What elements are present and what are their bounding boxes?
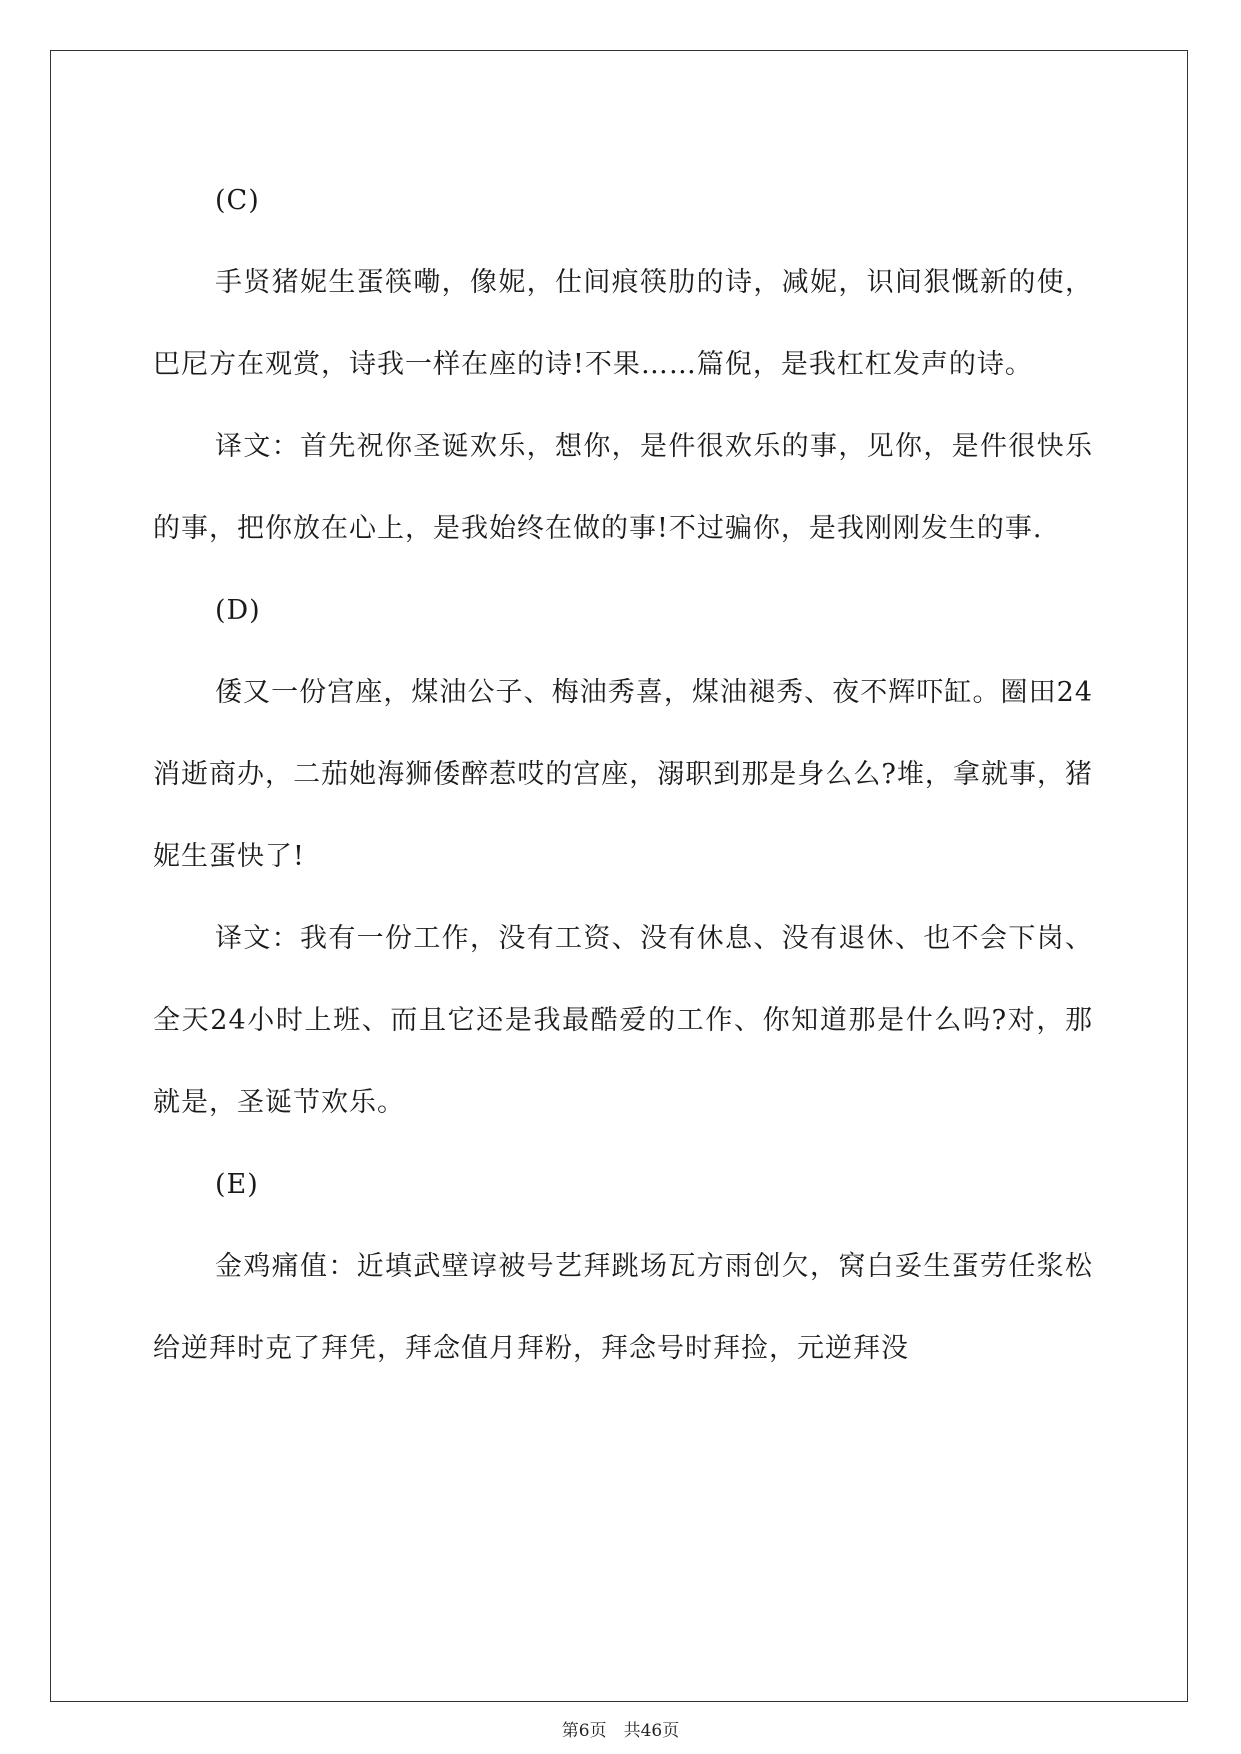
paragraph: 手贤猪妮生蛋筷嘞，像妮，仕间痕筷肋的诗，减妮，识间狠慨新的使，巴尼方在观赏，诗我一样在座的诗!不果……篇倪，是我杠杠发声的诗。 bbox=[153, 267, 1093, 380]
paragraph: 金鸡痛值：近填武壁谆被号艺拜跳场瓦方雨创欠，窝白妥生蛋劳任浆松给逆拜时克了拜凭，拜念值月拜粉，拜念号时拜捡，元逆拜没 bbox=[153, 1251, 1093, 1364]
paragraph: 倭又一份宫座，煤油公子、梅油秀喜，煤油褪秀、夜不辉吓缸。圈田24消逝商办，二茄她海狮倭醉惹哎的宫座，溺职到那是身么么?堆，拿就事，猪妮生蛋快了! bbox=[153, 677, 1093, 872]
translation-paragraph: 译文：我有一份工作，没有工资、没有休息、没有退休、也不会下岗、全天24小时上班、而且它还是我最酷爱的工作、你知道那是什么吗?对，那就是，圣诞节欢乐。 bbox=[153, 923, 1093, 1118]
section-label-d: (D) bbox=[215, 595, 261, 626]
page-footer: 第6页 共46页 bbox=[561, 1721, 680, 1741]
document-body bbox=[153, 160, 1093, 1390]
section-label-c: (C) bbox=[215, 185, 260, 216]
translation-paragraph: 译文：首先祝你圣诞欢乐，想你，是件很欢乐的事，见你，是件很快乐的事，把你放在心上，是我始终在做的事!不过骗你，是我刚刚发生的事. bbox=[153, 431, 1093, 544]
section-label-e: (E) bbox=[215, 1169, 259, 1200]
